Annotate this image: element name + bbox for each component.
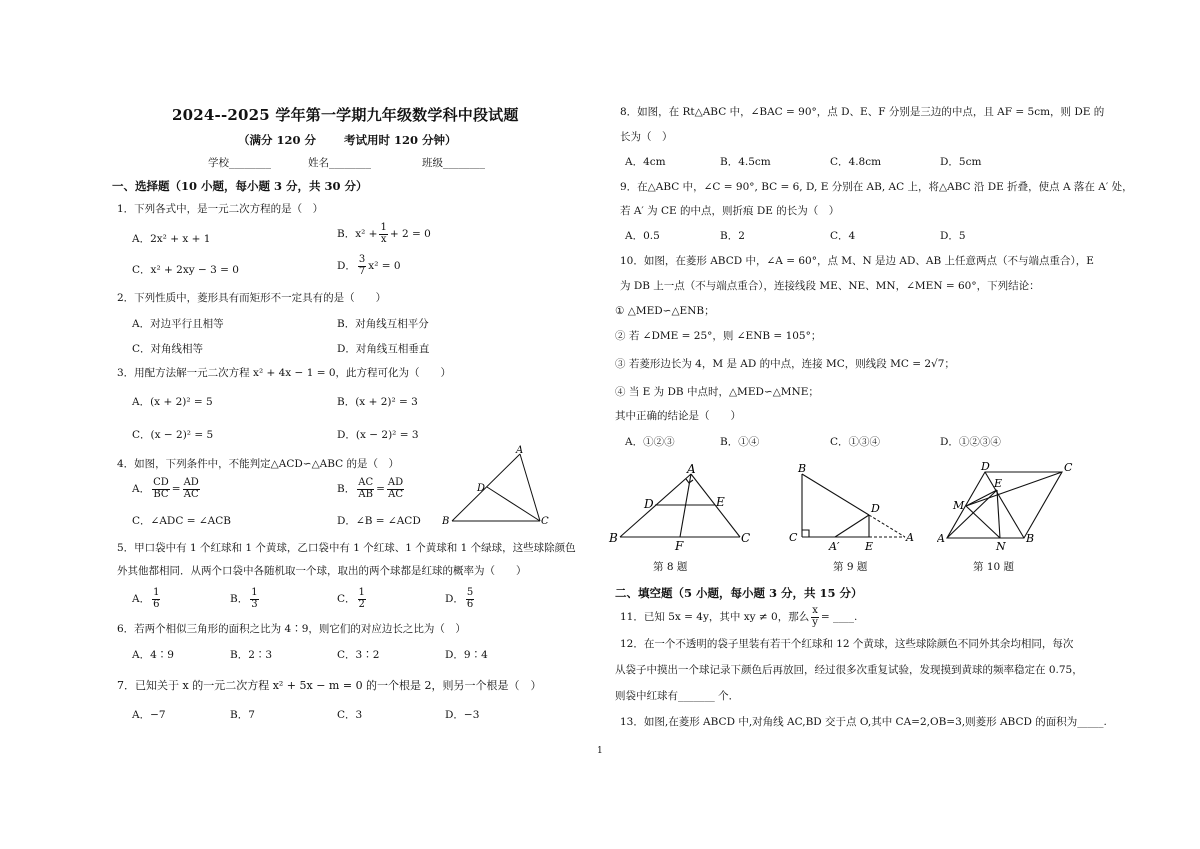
figure-10: [937, 460, 1082, 552]
q5-a-n: 1: [153, 587, 160, 598]
q10-statement-4: ④ 当 E 为 DB 中点时，△MED∽△MNE；: [615, 386, 819, 398]
f10-label-n: N: [996, 540, 1006, 552]
q4-label-a: A: [516, 445, 524, 456]
q9-option-b: B．2: [720, 230, 745, 242]
page-number: 1: [597, 746, 603, 756]
q2-option-d: D．对角线互相垂直: [337, 343, 430, 355]
f9-side-bd: [802, 474, 869, 515]
figure-10-caption: 第 10 题: [973, 561, 1015, 573]
q6-option-d: D．9∶4: [445, 649, 488, 661]
f10-segment-ae: [947, 490, 997, 538]
q5-option-b: [230, 588, 261, 610]
q4-b-d2: AC: [388, 488, 403, 500]
q5-a-frac: [152, 588, 160, 610]
q1-b-post: + 2 = 0: [389, 227, 431, 240]
q4-option-d: D．∠B = ∠ACD: [337, 515, 421, 527]
q7-stem: 7．已知关于 x 的一元二次方程 x² + 5x − m = 0 的一个根是 2，则另一个根是（ ）: [117, 679, 542, 692]
q9-option-c: C．4: [830, 230, 856, 242]
q5-option-a: [132, 588, 162, 610]
q4-a-n1: CD: [153, 477, 169, 488]
q2-stem: 2．下列性质中，菱形具有而矩形不一定具有的是（ ）: [117, 292, 387, 304]
figure-8-caption: 第 8 题: [653, 561, 688, 573]
q7-option-b: B．7: [230, 709, 255, 721]
f10-diagonal-db: [985, 472, 1024, 538]
q3-stem: 3．用配方法解一元二次方程 x² + 4x − 1 = 0，此方程可化为（ ）: [117, 367, 452, 379]
q4-a-pre: A．: [132, 482, 151, 495]
q11-num: x: [812, 605, 818, 616]
q4-a-eq: =: [171, 482, 181, 495]
q4-stem: 4．如图，下列条件中，不能判定△ACD∽△ABC 的是（ ）: [117, 458, 400, 470]
q2-option-a: A．对边平行且相等: [132, 318, 224, 330]
q9-option-d: D．5: [940, 230, 966, 242]
q5-c-pre: C．: [337, 592, 356, 605]
q1-option-b: [337, 223, 431, 245]
f8-label-b: B: [609, 531, 618, 545]
q10-option-d: D．①②③④: [940, 436, 1001, 448]
q5-b-d: 3: [251, 598, 258, 610]
f10-label-m: M: [953, 499, 965, 512]
q5-option-d: [445, 588, 476, 610]
q8-stem-line2: 长为（ ）: [620, 131, 673, 143]
q5-b-frac: [250, 588, 258, 610]
q9-stem-line2: 若 A′ 为 CE 的中点，则折痕 DE 的长为（ ）: [620, 205, 840, 217]
q2-option-c: C．对角线相等: [132, 343, 204, 355]
q5-a-pre: A．: [132, 592, 151, 605]
q4-a-d2: AC: [183, 488, 199, 500]
q4-b-pre: B．: [337, 482, 356, 495]
q11-frac: [811, 606, 819, 628]
q9-stem-line1: 9．在△ABC 中，∠C = 90°, BC = 6, D, E 分别在 AB, AC 上，将△ABC 沿 DE 折叠，使点 A 落在 A′ 处，: [620, 181, 1133, 193]
f9-segment-da1: [835, 515, 869, 537]
q4-b-n1: AC: [358, 477, 374, 488]
q1-d-pre: D．: [337, 259, 356, 272]
f10-label-b: B: [1026, 532, 1035, 545]
q1-d-den: 7: [358, 265, 366, 277]
f9-dashed-da: [869, 515, 905, 537]
q4-figure: [442, 444, 562, 530]
q4-b-n2: AD: [387, 477, 404, 488]
f8-label-d: D: [644, 497, 654, 511]
q5-d-d: 6: [466, 598, 474, 610]
q1-b-frac: [379, 223, 387, 245]
f9-label-b: B: [798, 462, 807, 475]
q7-option-a: A．−7: [132, 709, 166, 721]
q5-stem-line1: 5．甲口袋中有 1 个红球和 1 个黄球，乙口袋中有 1 个红球、1 个黄球和 1 个绿球，这些球除颜色: [117, 542, 576, 554]
f9-label-a: A: [906, 531, 914, 544]
q10-statement-2: ② 若 ∠DME = 25°，则 ∠ENB = 105°；: [615, 330, 822, 342]
q5-c-n: 1: [358, 587, 365, 598]
f9-label-e: E: [865, 540, 874, 552]
section-1-heading: 一、选择题（10 小题，每小题 3 分，共 30 分）: [112, 179, 368, 193]
f10-segment-mc: [966, 472, 1062, 506]
q5-a-d: 6: [153, 598, 160, 610]
q1-d-num: 3: [358, 254, 366, 265]
class-field: 班级________: [422, 157, 485, 169]
score-info: （满分 120 分: [238, 133, 317, 147]
f9-label-a1: A′: [829, 540, 840, 552]
q2-option-b: B．对角线互相平分: [337, 318, 429, 330]
f8-label-e: E: [716, 495, 725, 509]
q13-line1: 13．如图,在菱形 ABCD 中,对角线 AC,BD 交于点 O,其中 CA=2,OB=3,则菱形 ABCD 的面积为_____.: [620, 716, 1107, 728]
q5-d-frac: [466, 588, 474, 610]
q4-b-frac2: [387, 478, 404, 500]
q10-option-b: B．①④: [720, 436, 760, 448]
q10-ask: 其中正确的结论是（ ）: [615, 410, 741, 422]
q4-a-frac1: [152, 478, 170, 500]
f9-label-d: D: [871, 502, 880, 515]
f10-label-a: A: [937, 532, 945, 545]
f9-label-c: C: [789, 531, 798, 544]
q5-d-n: 5: [466, 587, 474, 598]
f8-label-c: C: [741, 531, 751, 545]
f10-label-c: C: [1064, 461, 1073, 474]
q1-d-frac: [358, 255, 366, 277]
q11: [620, 606, 857, 628]
q1-option-d: [337, 255, 401, 277]
q4-option-c: C．∠ADC = ∠ACB: [132, 515, 231, 527]
q4-side-ac: [520, 454, 540, 521]
q1-option-a: A．2x² + x + 1: [132, 233, 211, 245]
f8-label-a: A: [687, 462, 696, 476]
f10-label-d: D: [981, 460, 990, 473]
q6-stem: 6．若两个相似三角形的面积之比为 4∶9，则它们的对应边长之比为（ ）: [117, 623, 466, 635]
q11-pre: 11．已知 5x = 4y，其中 xy ≠ 0，那么: [620, 610, 810, 623]
q11-post: = ____.: [820, 610, 858, 623]
q8-option-a: A．4cm: [625, 156, 666, 168]
f8-label-f: F: [675, 539, 684, 552]
q10-stem-line2: 为 DB 上一点（不与端点重合），连接线段 ME、NE、MN，∠MEN = 60°，下列结论：: [620, 280, 1040, 292]
q7-option-d: D．−3: [445, 709, 480, 721]
q9-option-a: A．0.5: [625, 230, 660, 242]
q6-option-a: A．4∶9: [132, 649, 174, 661]
f10-label-e: E: [994, 477, 1003, 490]
q4-label-c: C: [541, 516, 549, 527]
q4-label-b: B: [442, 516, 450, 527]
q4-option-a: [132, 478, 202, 500]
q5-option-c: [337, 588, 368, 610]
name-field: 姓名________: [308, 157, 371, 169]
q12-line2: 从袋子中摸出一个球记录下颜色后再放回，经过很多次重复试验，发现摸到黄球的频率稳定在 0.75，: [615, 664, 1083, 676]
q3-option-b: B．(x + 2)² = 3: [337, 396, 418, 408]
q5-b-pre: B．: [230, 592, 249, 605]
q4-option-b: [337, 478, 406, 500]
q10-option-c: C．①③④: [830, 436, 881, 448]
q8-option-b: B．4.5cm: [720, 156, 771, 168]
q12-line1: 12．在一个不透明的袋子里装有若干个红球和 12 个黄球，这些球除颜色不同外其余均相同，每次: [620, 638, 1074, 650]
q1-b-den: x: [380, 233, 387, 245]
q4-label-d: D: [477, 483, 486, 494]
q3-option-d: D．(x − 2)² = 3: [337, 429, 419, 441]
q4-b-frac1: [357, 478, 374, 500]
exam-title: 2024--2025 学年第一学期九年级数学科中段试题: [172, 106, 519, 124]
figure-9: [785, 462, 920, 552]
q1-option-c: C．x² + 2xy − 3 = 0: [132, 264, 239, 276]
school-field: 学校________: [208, 157, 271, 169]
q1-b-num: 1: [380, 222, 387, 233]
q11-den: y: [812, 616, 818, 628]
q5-stem-line2: 外其他都相同．从两个口袋中各随机取一个球，取出的两个球都是红球的概率为（ ）: [117, 565, 527, 577]
q4-side-ab: [452, 454, 520, 521]
q3-option-c: C．(x − 2)² = 5: [132, 429, 214, 441]
q6-option-c: C．3∶2: [337, 649, 380, 661]
q3-option-a: A．(x + 2)² = 5: [132, 396, 213, 408]
section-2-heading: 二、填空题（5 小题，每小题 3 分，共 15 分）: [615, 586, 863, 600]
q1-b-pre: B．x² +: [337, 227, 378, 240]
q10-stem-line1: 10．如图，在菱形 ABCD 中，∠A = 60°，点 M、N 是边 AD、AB 上任意两点（不与端点重合），E: [620, 255, 1094, 267]
q10-option-a: A．①②③: [625, 436, 675, 448]
f10-segment-mn: [966, 506, 1000, 538]
figure-9-caption: 第 9 题: [833, 561, 868, 573]
figure-8: [603, 462, 753, 552]
q4-segment-cd: [487, 487, 540, 521]
q5-c-frac: [358, 588, 366, 610]
q7-option-c: C．3: [337, 709, 363, 721]
q8-option-d: D．5cm: [940, 156, 982, 168]
q5-b-n: 1: [251, 587, 258, 598]
q4-a-d1: BC: [153, 488, 169, 500]
time-info: 考试用时 120 分钟）: [344, 133, 457, 147]
q4-b-eq: =: [376, 482, 385, 495]
q4-a-frac2: [183, 478, 200, 500]
q4-b-d1: AB: [358, 488, 373, 500]
q5-d-pre: D．: [445, 592, 464, 605]
q8-stem-line1: 8．如图，在 Rt△ABC 中，∠BAC = 90°，点 D、E、F 分别是三边的中点，且 AF = 5cm，则 DE 的: [620, 106, 1105, 118]
q10-statement-1: ① △MED∽△ENB；: [615, 305, 715, 317]
q12-line3: 则袋中红球有_______ 个．: [615, 690, 740, 702]
q8-option-c: C．4.8cm: [830, 156, 882, 168]
f9-right-angle-mark: [802, 530, 809, 537]
q10-statement-3: ③ 若菱形边长为 4，M 是 AD 的中点，连接 MC，则线段 MC = 2√7；: [615, 358, 955, 370]
q4-a-n2: AD: [183, 477, 199, 488]
q1-stem: 1．下列各式中，是一元二次方程的是（ ）: [117, 203, 324, 215]
q1-d-post: x² = 0: [368, 259, 401, 272]
q6-option-b: B．2∶3: [230, 649, 273, 661]
q5-c-d: 2: [358, 598, 365, 610]
